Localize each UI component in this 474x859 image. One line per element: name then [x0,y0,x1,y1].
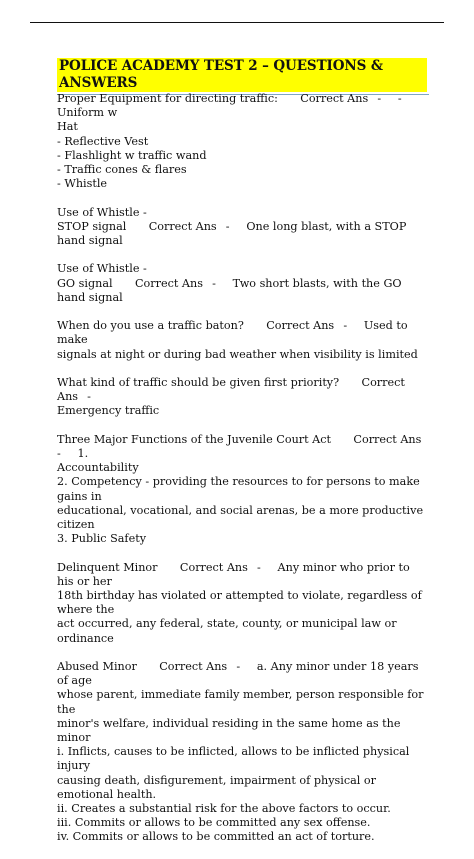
qa-line: - Flashlight w traffic wand [57,148,207,162]
qa-line: 2. Competency - providing the resources to for persons to make gains in [57,475,420,503]
qa-item [57,319,427,362]
qa-line: GO signal Correct Ans - Two short blasts, with the GO hand signal [57,276,402,304]
qa-line: Abused Minor Correct Ans - a. Any minor under 18 years of age [57,660,419,688]
qa-line: - Whistle [57,177,108,191]
qa-item [57,206,427,249]
qa-line: whose parent, immediate family member, person responsible for the [57,688,424,716]
qa-line: causing death, disfigurement, impairment of physical or emotional health. [57,773,376,801]
qa-line: ii. Creates a substantial risk for the above factors to occur. [57,802,391,816]
qa-item [57,376,427,419]
qa-line: What kind of traffic should be given first priority? Correct Ans - [57,376,405,404]
qa-item [57,433,427,547]
qa-item [57,660,427,845]
qa-line: Proper Equipment for directing traffic: Correct Ans - - Uniform w [57,92,402,120]
qa-line: Use of Whistle - [57,205,147,219]
qa-line: Emergency traffic [57,404,160,418]
qa-line: minor's welfare, individual residing in the same home as the minor [57,716,401,745]
qa-item [57,561,427,646]
qa-line: Use of Whistle - [57,262,147,276]
qa-line: iv. Commits or allows to be committed an act of torture. [57,830,375,844]
qa-line: Hat [57,120,78,134]
qa-line: Three Major Functions of the Juvenile Court Act Correct Ans - 1. [57,432,427,460]
qa-line: 3. Public Safety [57,532,147,546]
qa-line: educational, vocational, and social arenas, be a more productive citizen [57,503,424,532]
qa-item [57,92,427,191]
qa-line: 18th birthday has violated or attempted to violate, regardless of where the [57,589,422,617]
qa-line: signals at night or during bad weather when visibility is limited [57,347,418,361]
qa-line: Accountability [57,461,139,475]
qa-line: When do you use a traffic baton? Correct Ans - Used to make [57,319,408,347]
qa-line: iii. Commits or allows to be committed any sex offense. [57,816,371,830]
qa-list [57,92,427,859]
qa-line: STOP signal Correct Ans - One long blast, with a STOP hand signal [57,219,407,248]
qa-line: - Traffic cones & flares [57,163,187,177]
qa-line: act occurred, any federal, state, county, or municipal law or ordinance [57,617,397,645]
page-top-rule [30,22,444,23]
qa-line: Delinquent Minor Correct Ans - Any minor who prior to his or her [57,560,410,588]
qa-line: - Reflective Vest [57,134,149,148]
document-header [57,58,427,95]
qa-line: i. Inflicts, causes to be inflicted, allows to be inflicted physical injury [57,745,410,773]
qa-item [57,262,427,305]
document-title: POLICE ACADEMY TEST 2 – QUESTIONS & ANSWERS [57,58,427,92]
